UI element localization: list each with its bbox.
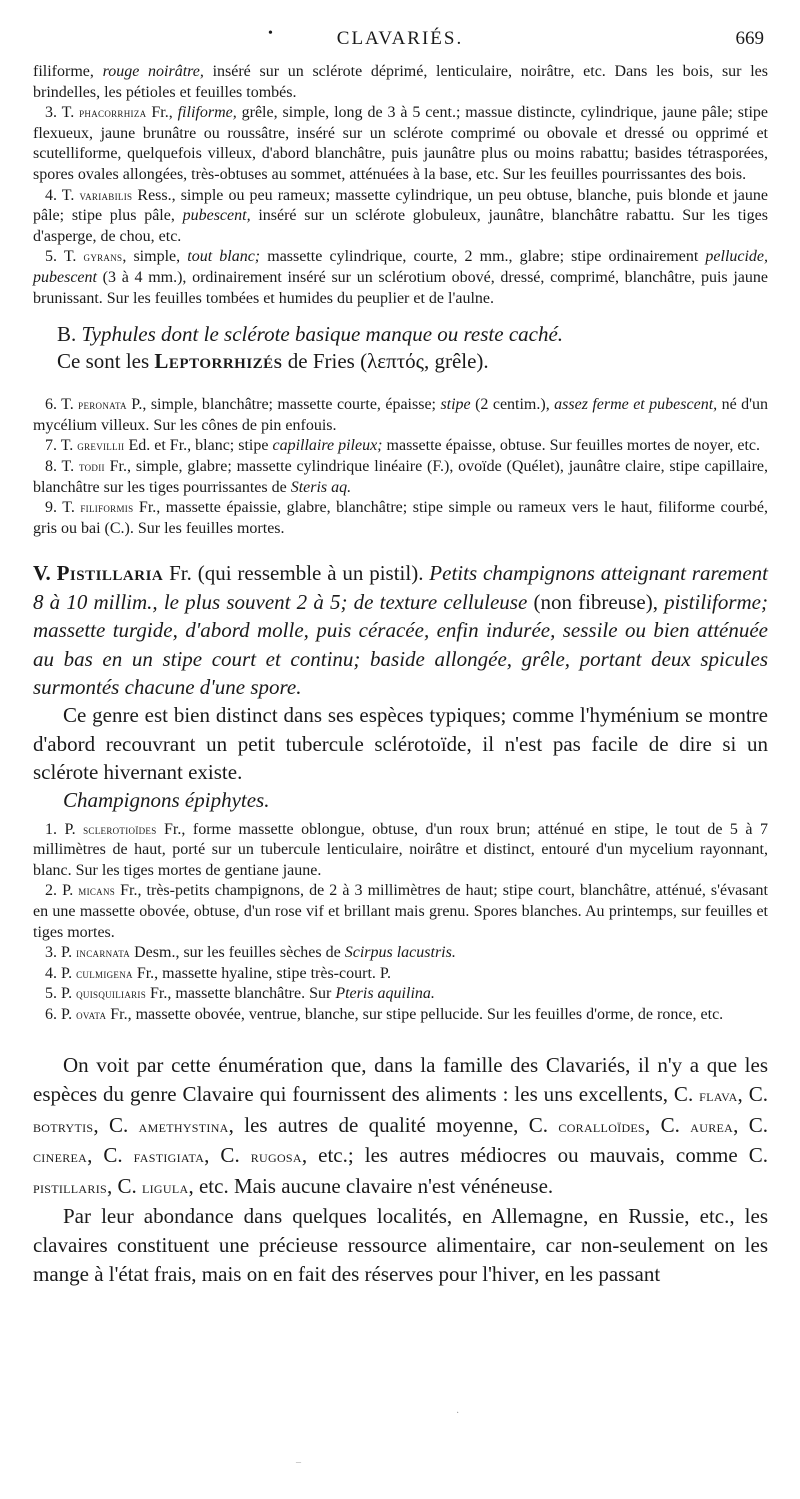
genus-definition: V. Pistillaria Fr. (qui ressemble à un pistil). Petits champignons atteignant rarement 8 à 10 millim., le plus souvent 2 à 5; de texture celluleuse (non fibreuse), pistiliforme; massette turgide, d'abord molle, puis céracée, enfin indurée, sessile ou bien atténuée au bas en un stipe court et continu; baside allongée, grêle, portant deux spicules surmontés chacune d'une spore. [33,561,769,699]
species-entry: 8. T. todii Fr., simple, glabre; massette cylindrique linéaire (F.), ovoïde (Quélet), jaunâtre claire, stipe capillaire, blanchâtre sur les tiges pourrissantes de Steris aq. [33,457,769,496]
species-entry: 1. P. sclerotioïdes Fr., forme massette oblongue, obtuse, d'un roux brun; atténué en stipe, le tout de 5 à 7 millimètres de haut, porté sur un tubercule lenticulaire, noirâtre et distinct, entouré d'un mycelium rayonnant, blanc. Sur les tiges mortes de gentiane jaune. [33,820,769,879]
conclusion-paragraph: Par leur abondance dans quelques localités, en Allemagne, en Russie, etc., les clavaires constituent une précieuse ressource alimentaire, car non-seulement on les mange à l'état frais, mais on en fait des réserves pour l'hiver, en les passant [33,1204,768,1286]
typhula-list-b [33,395,768,539]
species-entry: filiforme, rouge noirâtre, inséré sur un sclérote déprimé, lenticulaire, noirâtre, etc. Dans les bois, sur les brindelles, les pétioles et feuilles tombés. [33,63,768,101]
running-header [30,28,770,52]
header-dot: • [268,26,273,41]
genus-subheading: Champignons épiphytes. [63,787,270,812]
species-entry: 5. P. quisquiliaris Fr., massette blanchâtre. Sur Pteris aquilina. [45,985,435,1003]
species-entry: 3. P. incarnata Desm., sur les feuilles sèches de Scirpus lacustris. [45,944,456,962]
species-entry: 2. P. micans Fr., très-petits champignons, de 2 à 3 millimètres de haut; stipe court, blanchâtre, atténué, s'évasant en une massette obovée, obtuse, d'un rose vif et brillant mais grenu. Spores blanches. Au printemps, sur feuilles et tiges mortes. [33,882,769,941]
species-entry: 3. T. phacorrhiza Fr., filiforme, grêle, simple, long de 3 à 5 cent.; massue distincte, cylindrique, jaune pâle; stipe flexueux, jaune brunâtre ou roussâtre, inséré sur un sclérote comprimé ou obovale et dressé ou opprimé et scutelliforme, quelquefois villeux, d'abord blanchâtre, puis jaunâtre plus ou moins rabattu; basides tétrasporées, spores ovales allongées, très-obtuses au sommet, atténuées à la base, etc. Sur les feuilles pourrissantes des bois. [33,104,769,183]
print-speck: ¯ [296,1462,301,1473]
section-b-heading: B. Typhules dont le sclérote basique manque ou reste caché. [57,322,564,347]
species-entry: 9. T. filiformis Fr., massette épaissie, glabre, blanchâtre; stipe simple ou rameux vers le haut, filiforme courbé, gris ou bai (C.). Sur les feuilles mortes. [33,499,769,537]
pistillaria-list [33,820,768,1026]
genus-description: Ce genre est bien distinct dans ses espèces typiques; comme l'hyménium se montre d'abord recouvrant un petit tubercule sclérotoïde, il n'est pas facile de dire si un sclérote hivernant existe. [33,703,768,785]
section-b [33,321,768,375]
conclusion [33,1051,768,1288]
typhula-list-a [33,62,768,309]
species-entry: 7. T. grevillii Ed. et Fr., blanc; stipe capillaire pileux; massette épaisse, obtuse. Sur feuilles mortes de noyer, etc. [45,437,760,455]
species-entry: 6. T. peronata P., simple, blanchâtre; massette courte, épaisse; stipe (2 centim.), assez ferme et pubescent, né d'un mycélium villeux. Sur les cônes de pin enfouis. [33,396,769,434]
species-entry: 4. P. culmigena Fr., massette hyaline, stipe très-court. P. [45,964,392,982]
print-speck: · [456,1408,460,1419]
page-number: 669 [735,28,764,49]
page-body [33,62,768,1288]
running-title: CLAVARIÉS. [336,28,464,49]
species-entry: 5. T. gyrans, simple, tout blanc; massette cylindrique, courte, 2 mm., glabre; stipe ordinairement pellucide, pubescent (3 à 4 mm.), ordinairement inséré sur un sclérotium obové, dressé, comprimé, blanchâtre, puis jaune brunissant. Sur les feuilles tombées et humides du peuplier et de l'aulne. [33,248,769,307]
genus-pistillaria [33,559,768,813]
species-entry: 6. P. ovata Fr., massette obovée, ventrue, blanche, sur stipe pellucide. Sur les feuilles d'orme, de ronce, etc. [45,1005,724,1023]
conclusion-paragraph: On voit par cette énumération que, dans la famille des Clavariés, il n'y a que les espèces du genre Clavaire qui fournissent des aliments : les uns excellents, C. flava, C. botrytis, C. amethystina, les autres de qualité moyenne, C. coralloïdes, C. aurea, C. cinerea, C. fastigiata, C. rugosa, etc.; les autres médiocres ou mauvais, comme C. pistillaris, C. ligula, etc. Mais aucune clavaire n'est vénéneuse. [33,1053,768,1198]
section-b-subheading: Ce sont les Leptorrhizés de Fries (λεπτός, grêle). [57,349,489,374]
species-entry: 4. T. variabilis Ress., simple ou peu rameux; massette cylindrique, un peu obtuse, blanche, puis blonde et jaune pâle; stipe plus pâle, pubescent, inséré sur un sclérote globuleux, jaunâtre, blanchâtre rabattu. Sur les tiges d'asperge, de chou, etc. [33,186,768,245]
